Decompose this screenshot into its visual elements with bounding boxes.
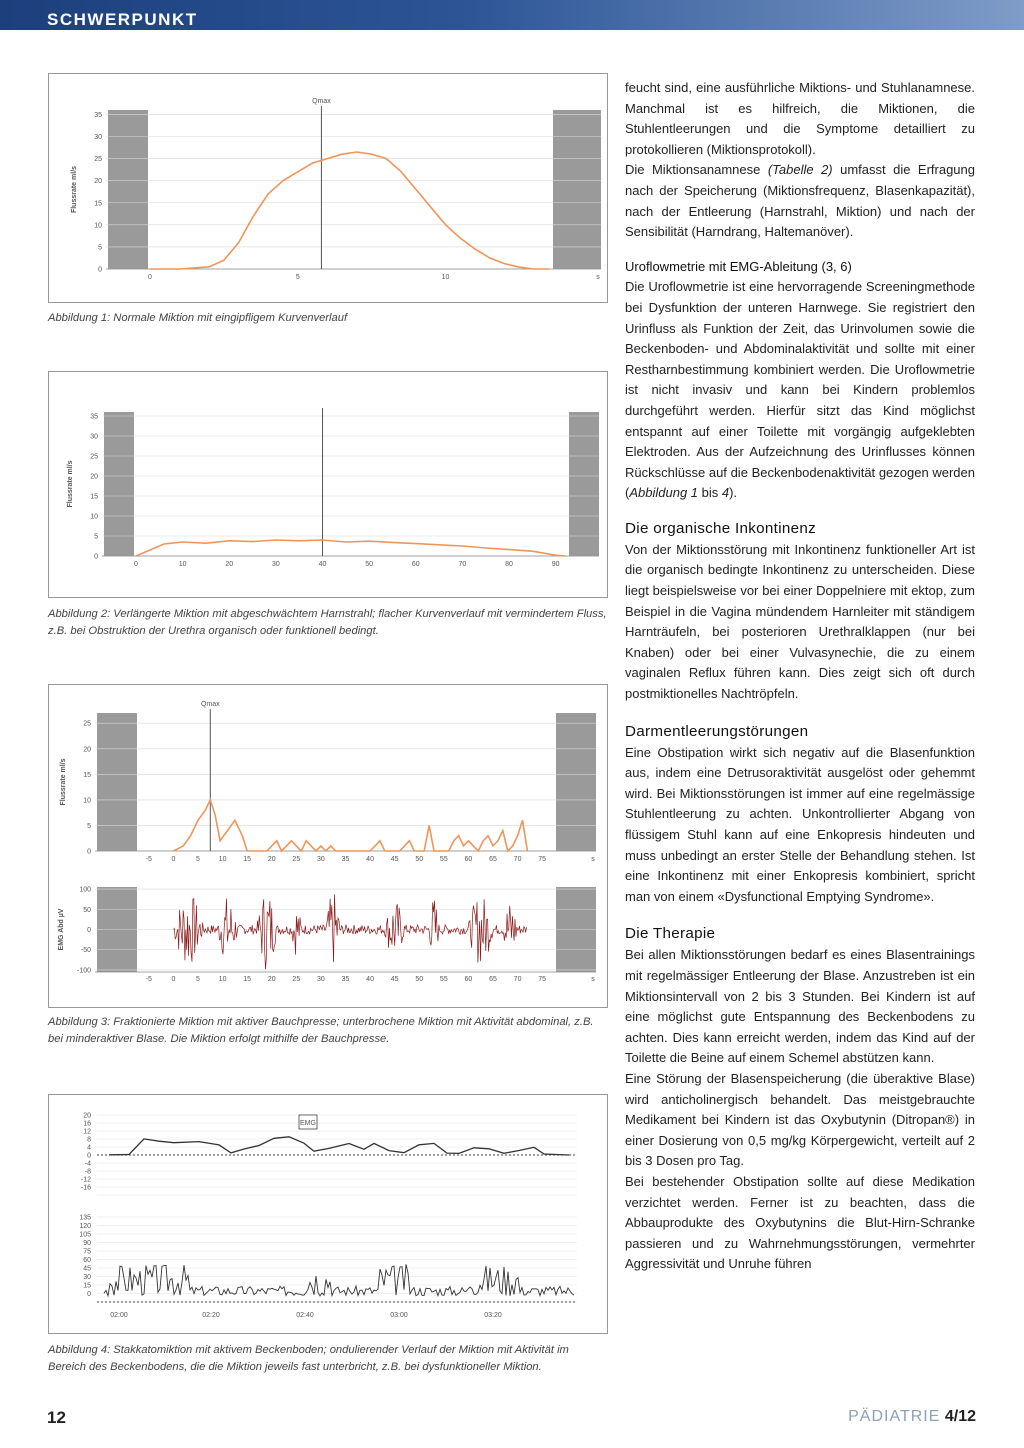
x-tick-label: 50 — [365, 561, 374, 568]
x-tick-label: 70 — [458, 561, 467, 568]
paragraph: Bei allen Miktionsstörungen bedarf es eines Blasentrainings mit regelmässiger Entleerung der Blase. Anzustreben ist ein Miktionsintervall von 2 bis 3 Stunden. Bei Kindern ist auf eine möglichst gute Entspannung des Beckenbodens zu achten. Dies kann erreicht werden, indem das Kind auf der Toilette die Beine auf einem Schemel abstützen kann. — [625, 947, 975, 1066]
subheading-uroflowmetry: Uroflowmetrie mit EMG-Ableitung (3, 6) — [625, 258, 852, 274]
x-tick-label: 40 — [318, 561, 327, 568]
journal-issue: 4/12 — [944, 1408, 976, 1425]
x-tick-label: 90 — [551, 561, 560, 568]
x-tick-label: 60 — [411, 561, 420, 568]
x-tick-label: 30 — [271, 561, 280, 568]
x-tick-label: -5 — [145, 976, 152, 983]
y-tick-label: 0 — [87, 848, 91, 856]
y-tick-label: 10 — [94, 222, 102, 230]
figure-4-chart — [49, 1095, 607, 1333]
figure-4 — [48, 1094, 608, 1334]
x-tick-label: 10 — [178, 561, 187, 568]
y-tick-label: 30 — [90, 433, 98, 441]
paragraph: Bei bestehender Obstipation sollte auf diese Medikation verzichtet werden. Ferner ist zu beachten, dass die Abbauprodukte des Oxybutynins die Blut-Hirn-Schranke passieren und zu Wahrnehmungsstörungen, vermehrter Aggressivität und Unruhe führen — [625, 1173, 975, 1272]
x-tick-label: 10 — [218, 976, 227, 983]
y-tick-label: 15 — [94, 200, 102, 208]
marker-label: EMG — [300, 1120, 316, 1127]
y-tick-label: 20 — [83, 746, 91, 754]
x-tick-label: 03:20 — [484, 1312, 502, 1319]
x-unit-label: s — [591, 976, 595, 983]
x-tick-label: 5 — [295, 274, 300, 281]
y2-tick-label: 60 — [83, 1257, 91, 1264]
grey-bar-left — [104, 412, 134, 556]
qmax-label: Qmax — [312, 98, 331, 105]
x-tick-label: 0 — [171, 856, 176, 863]
x-tick-label: 0 — [171, 976, 176, 983]
y2-tick-label: 90 — [83, 1240, 91, 1247]
y-axis-title: Flussrate ml/s — [71, 165, 78, 214]
paragraph: Die Miktionsanamnese (Tabelle 2) umfasst die Erfragung nach der Speicherung (Miktionsfrequenz, Blasenkapazität), nach der Entleerung (Harnstrahl, Miktion) und nach der Sensibilität (Harndrang, Haltemanöver). — [625, 162, 975, 240]
paragraph: Eine Störung der Blasenspeicherung (die überaktive Blase) wird anticholinergisch behandelt. Das meistgebrauchte Medikament bei Kindern ist das Oxybutynin (Ditropan®) in einer Dosierung von 0,5 mg/kg Körpergewicht, verteilt auf 2 bis 3 Dosen pro Tag. — [625, 1070, 975, 1169]
y-tick-label: 5 — [94, 533, 98, 541]
y2-tick-label: 0 — [87, 927, 91, 934]
figure-4-caption: Abbildung 4: Stakkatomiktion mit aktivem Beckenboden; ondulierender Verlauf der Miktion mit Aktivität im Bereich des Beckenbodens, die die Miktion jeweils fast unterbricht, z.B. bei dysfunktioneller Miktion. — [48, 1344, 569, 1373]
y2-axis-title: EMG Abd µV — [58, 908, 65, 951]
x-tick-label: 15 — [243, 856, 252, 863]
grey-bar-left — [108, 110, 148, 269]
x-tick-label: 02:00 — [110, 1312, 128, 1319]
grey-bar-right — [553, 110, 601, 269]
figure-1-caption: Abbildung 1: Normale Miktion mit eingipfligem Kurvenverlauf — [48, 312, 348, 324]
grey-bar-left — [97, 713, 137, 851]
x-tick-label: -5 — [145, 856, 152, 863]
y-tick-label: 15 — [83, 771, 91, 779]
y2-tick-label: 15 — [83, 1282, 91, 1290]
y-tick-label: 5 — [87, 822, 91, 830]
figure-1-chart — [49, 74, 607, 302]
x-tick-label: 60 — [464, 976, 473, 983]
x-unit-label: s — [591, 856, 595, 863]
x-tick-label: 70 — [513, 856, 522, 863]
figure-3 — [48, 684, 608, 1008]
y-axis-title: Flussrate ml/s — [60, 758, 67, 806]
y2-tick-label: 45 — [83, 1265, 91, 1273]
x-tick-label: 45 — [390, 976, 399, 983]
journal-footer — [848, 1408, 976, 1426]
y-tick-label: 25 — [83, 720, 91, 728]
flow-curve — [150, 152, 549, 269]
x-tick-label: 75 — [538, 856, 547, 863]
x-tick-label: 25 — [292, 976, 301, 983]
x-tick-label: 65 — [489, 856, 497, 863]
x-tick-label: 70 — [513, 976, 522, 983]
grey-bar-right — [569, 412, 599, 556]
x-tick-label: 02:20 — [202, 1312, 220, 1319]
y2-tick-label: -50 — [80, 947, 91, 955]
y2-tick-label: -100 — [76, 967, 91, 975]
section-title: SCHWERPUNKT — [47, 10, 198, 29]
y-tick-label: 35 — [94, 111, 102, 119]
x-tick-label: 30 — [317, 976, 325, 983]
y-tick-label: 5 — [98, 244, 102, 252]
y-tick-label: 10 — [90, 513, 98, 521]
y-tick-label: 0 — [87, 1152, 91, 1160]
heading-therapy: Die Therapie — [625, 925, 716, 943]
y-tick-label: 15 — [90, 493, 98, 501]
y-tick-label: 30 — [94, 134, 102, 141]
page-number: 12 — [47, 1408, 66, 1427]
paragraph: feucht sind, eine ausführliche Miktions- und Stuhlanamnese. Manchmal ist es hilfreich, die Miktionen, die Stuhlentleerungen und die Symptome detailliert zu protokollieren (Miktionsprotokoll). — [625, 80, 975, 157]
x-tick-label: 40 — [366, 856, 374, 863]
y2-tick-label: 105 — [79, 1231, 91, 1239]
journal-name: PÄDIATRIE — [848, 1408, 941, 1425]
x-tick-label: 0 — [148, 274, 152, 281]
x-tick-label: 45 — [390, 856, 399, 863]
y2-tick-label: 30 — [83, 1274, 91, 1281]
paragraph: Eine Obstipation wirkt sich negativ auf die Blasenfunktion aus, indem eine Detrusoraktivität ausgelöst oder gehemmt wird. Bei Miktionsstörungen ist immer auf eine regelmässige Stuhlentleerung zu achten. Unkontrollierter Abgang von flüssigem Stuhl kann auf eine Enkopresis hindeuten und muss unbedingt an erster Stelle der Behandlung stehen. Ist eine Inkontinenz mit einer Enkopresis kombiniert, spricht man von einem «Dysfunctional Emptying Syndrome». — [625, 744, 975, 904]
x-tick-label: 0 — [134, 561, 138, 568]
y2-tick-label: 100 — [79, 886, 91, 894]
grey-bar-right — [556, 713, 596, 851]
y-tick-label: 25 — [94, 156, 102, 164]
x-tick-label: 40 — [366, 976, 374, 983]
figure-1 — [48, 73, 608, 303]
x-tick-label: 20 — [267, 976, 276, 983]
figure-2-caption: Abbildung 2: Verlängerte Miktion mit abgeschwächtem Harnstrahl; flacher Kurvenverlauf mit vermindertem Fluss, z.B. bei Obstruktion der Urethra organisch oder funktionell bedingt. — [48, 608, 607, 637]
x-tick-label: 55 — [439, 856, 448, 863]
x-tick-label: 10 — [441, 274, 450, 281]
figure-3-caption: Abbildung 3: Fraktionierte Miktion mit aktiver Bauchpresse; unterbrochene Miktion mit Aktivität abdominal, z.B. bei minderaktiver Blase. Die Miktion erfolgt mithilfe der Bauchpresse. — [48, 1016, 594, 1045]
y-tick-label: -8 — [84, 1168, 91, 1176]
y-tick-label: 20 — [90, 473, 98, 481]
body-text-column — [625, 78, 975, 1275]
x-tick-label: 65 — [489, 976, 497, 983]
y-tick-label: 25 — [90, 453, 98, 461]
x-tick-label: 15 — [243, 976, 252, 983]
y-tick-label: 8 — [87, 1136, 91, 1144]
figure-3-chart — [49, 685, 607, 1007]
x-unit-label: s — [596, 274, 600, 281]
x-tick-label: 5 — [196, 856, 200, 863]
paragraph: Von der Miktionsstörung mit Inkontinenz funktioneller Art ist die organisch bedingte Inkontinenz zu unterscheiden. Diese liegt beispielsweise vor bei einer Doppelniere mit ektop, zum Beispiel in die Vagina mündendem Harnleiter mit ständigem Harnträufeln, bei posterioren Urethralklappen (nur bei Knaben) oder bei einer Vulvasynechie, die zu einem vaginalen Reflux führen kann. Dies zeigt sich oft durch postmiktionelles Nachtröpfeln. — [625, 541, 975, 702]
y-tick-label: 20 — [94, 178, 102, 186]
emg-signal — [173, 894, 526, 969]
x-tick-label: 55 — [439, 976, 448, 983]
y-tick-label: 35 — [90, 413, 98, 421]
y2-tick-label: 120 — [79, 1223, 91, 1230]
y-tick-label: -16 — [80, 1184, 91, 1192]
x-tick-label: 50 — [415, 856, 424, 863]
y2-tick-label: 75 — [83, 1248, 91, 1256]
y-tick-label: -4 — [84, 1160, 91, 1168]
x-tick-label: 60 — [464, 856, 473, 863]
x-tick-label: 5 — [196, 976, 200, 983]
x-tick-label: 20 — [267, 856, 276, 863]
x-tick-label: 20 — [225, 561, 234, 568]
x-tick-label: 10 — [218, 856, 227, 863]
flow-curve — [109, 1137, 569, 1155]
y-tick-label: 12 — [83, 1128, 91, 1136]
x-tick-label: 25 — [292, 856, 301, 863]
y-tick-label: 4 — [87, 1144, 91, 1152]
y-tick-label: 0 — [98, 266, 102, 274]
y-tick-label: 0 — [94, 553, 98, 561]
emg-signal — [104, 1264, 574, 1296]
x-tick-label: 80 — [505, 561, 513, 568]
y-axis-title: Flussrate ml/s — [67, 460, 74, 508]
heading-bowel-disorders: Darmentleerungstörungen — [625, 722, 809, 740]
x-tick-label: 02:40 — [296, 1312, 314, 1319]
figure-2 — [48, 371, 608, 598]
y2-tick-label: 135 — [79, 1214, 91, 1222]
heading-organic-incontinence: Die organische Inkontinenz — [625, 519, 817, 537]
x-tick-label: 30 — [317, 856, 325, 863]
y-tick-label: 16 — [83, 1120, 91, 1128]
y2-tick-label: 0 — [87, 1291, 91, 1298]
x-tick-label: 75 — [538, 976, 547, 983]
x-tick-label: 35 — [341, 856, 350, 863]
y2-tick-label: 50 — [83, 906, 91, 914]
x-tick-label: 03:00 — [390, 1312, 408, 1319]
y-tick-label: 20 — [83, 1112, 91, 1120]
paragraph: Die Uroflowmetrie ist eine hervorragende Screeningmethode bei Dysfunktion der unteren Harnwege. Sie registriert den Urinfluss als Funktion der Zeit, das Urinvolumen sowie die Beckenboden- und Abdominalaktivität und sollte mit einer Restharnbestimmung kombiniert werden. Die Uroflowmetrie ist nicht invasiv und kann bei Kindern problemlos durchgeführt werden. Hierfür sitzt das Kind möglichst entspannt auf einer Toilette mit vorgängig aufgeklebten Elektroden. Aus der Aufzeichnung des Urinflusses können Rückschlüsse auf die Beckenbodenaktivität gezogen werden (Abbildung 1 bis 4). — [625, 279, 975, 501]
x-tick-label: 35 — [341, 976, 350, 983]
y-tick-label: 10 — [83, 797, 91, 805]
flow-curve — [136, 540, 565, 556]
figure-2-chart — [49, 372, 607, 597]
y-tick-label: -12 — [80, 1176, 91, 1184]
qmax-label: Qmax — [200, 701, 220, 708]
x-tick-label: 50 — [415, 976, 424, 983]
